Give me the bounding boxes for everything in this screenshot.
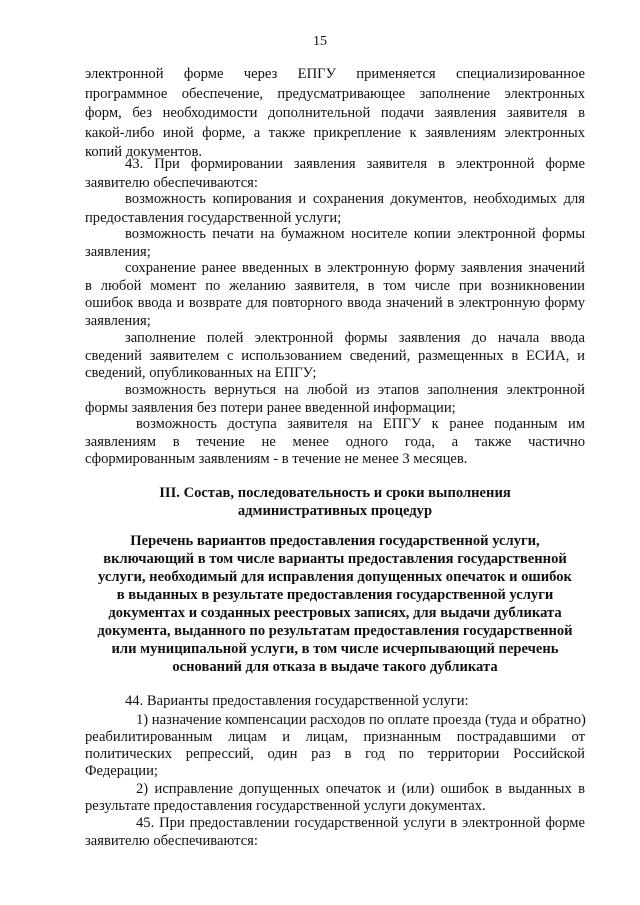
subheading-line: документах и созданных реестровых записях, для выдачи дубликата (108, 605, 562, 621)
text-line: какой-либо иной форме, а также прикрепление к заявлениям электронных (85, 125, 585, 141)
subheading-line: оснований для отказа в выдаче такого дубликата (172, 659, 498, 675)
text-line: 2) исправление допущенных опечаток и (или) ошибок в выданных в (136, 781, 585, 797)
text-line: заполнение полей электронной формы заявления до начала ввода (125, 330, 585, 346)
text-line: политических репрессий, один раз в год по территории Российской (85, 746, 585, 762)
subheading-line: услуги, необходимый для исправления допущенных опечаток и ошибок (98, 569, 572, 585)
subheading-line: документа, выданного по результатам предоставления государственной (97, 623, 573, 639)
section-heading-line: административных процедур (237, 503, 433, 519)
text-line: Федерации; (85, 763, 158, 779)
text-line: заявления; (85, 244, 151, 260)
text-line: реабилитированным лицам и лицам, признанным пострадавшими от (85, 729, 585, 745)
text-line: программное обеспечение, предусматривающее заполнение электронных (85, 86, 585, 102)
subheading-line: в выданных в результате предоставления государственной услуги (116, 587, 554, 603)
page-number: 15 (313, 34, 327, 49)
text-line: ошибок ввода и возврате для повторного ввода значений в электронную форму (85, 295, 585, 311)
text-line: сведений заявителем с использованием сведений, размещенных в ЕСИА, и (85, 348, 585, 364)
text-line: заявителю обеспечиваются: (85, 833, 258, 849)
text-line: предоставления государственной услуги; (85, 210, 342, 226)
subheading-line: или муниципальной услуги, в том числе исчерпывающий перечень (111, 641, 559, 657)
text-line: возможность печати на бумажном носителе копии электронной формы (125, 226, 585, 242)
text-line: заявления; (85, 313, 151, 329)
text-line: формы заявления без потери ранее введенной информации; (85, 400, 456, 416)
text-line: 43. При формировании заявления заявителя в электронной форме (125, 156, 585, 172)
text-line: возможность доступа заявителя на ЕПГУ к ранее поданным им (136, 416, 585, 432)
text-line: заявителю обеспечиваются: (85, 175, 258, 191)
subheading-line: включающий в том числе варианты предоставления государственной (103, 551, 567, 567)
text-line: заявлениям в течение не менее одного года, а также частично (85, 434, 585, 450)
text-line: возможность копирования и сохранения документов, необходимых для (125, 191, 585, 207)
text-line: 45. При предоставлении государственной услуги в электронной форме (136, 815, 585, 831)
section-heading-line: III. Состав, последовательность и сроки выполнения (159, 485, 511, 501)
text-line: результате предоставления государственной услуги документах. (85, 798, 486, 814)
text-line: копий документов. (85, 144, 202, 160)
text-line: 1) назначение компенсации расходов по оплате проезда (туда и обратно) (136, 712, 586, 728)
text-line: в любой момент по желанию заявителя, в том числе при возникновении (85, 278, 585, 294)
text-line: электронной форме через ЕПГУ применяется специализированное (85, 66, 585, 82)
subheading-line: Перечень вариантов предоставления государственной услуги, (130, 533, 540, 549)
text-line: форм, без необходимости дополнительной подачи заявления заявителя в (85, 105, 585, 121)
text-line: 44. Варианты предоставления государственной услуги: (125, 693, 469, 709)
text-line: сформированным заявлениям - в течение не менее 3 месяцев. (85, 451, 468, 467)
text-line: сохранение ранее введенных в электронную форму заявления значений (125, 260, 585, 276)
text-line: возможность вернуться на любой из этапов заполнения электронной (125, 382, 585, 398)
text-line: сведений, опубликованных на ЕПГУ; (85, 365, 317, 381)
